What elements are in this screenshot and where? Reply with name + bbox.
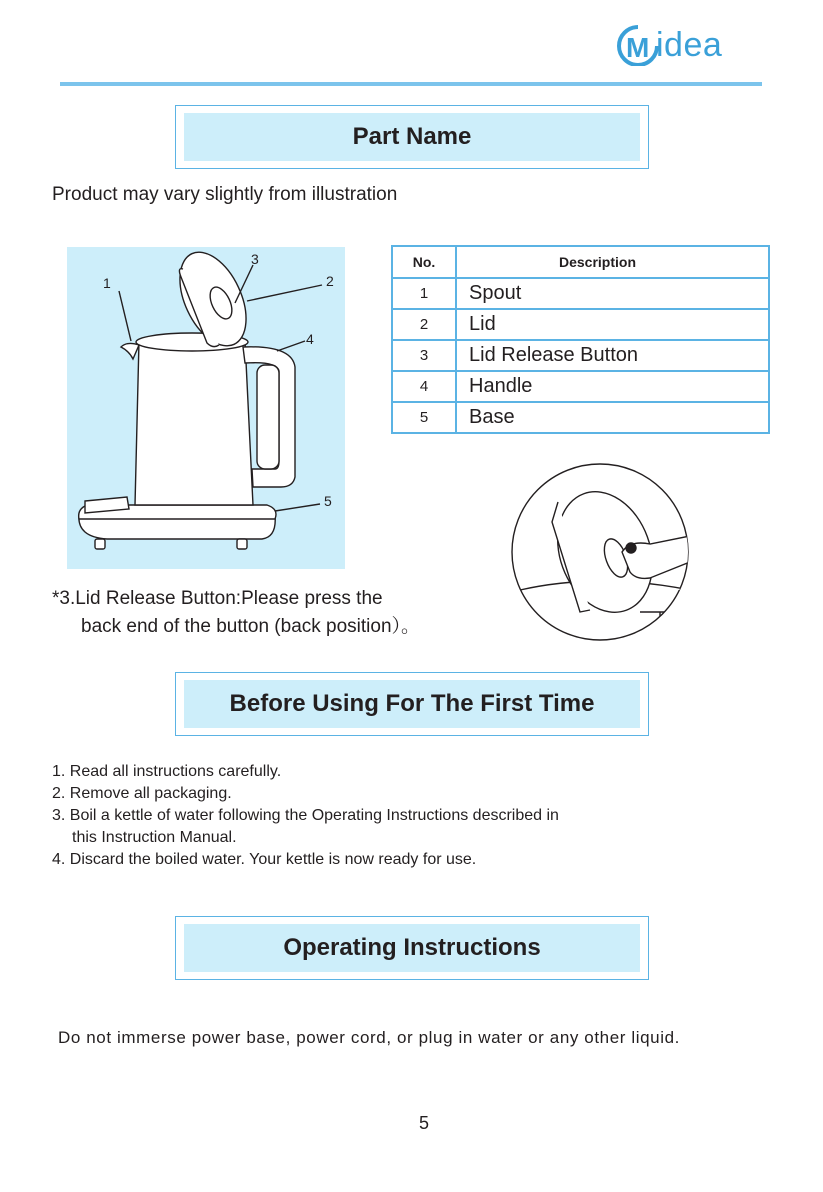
section-header-operating-instructions [175,916,649,980]
section-header-part-name [175,105,649,169]
lid-release-note [52,585,420,641]
illustration-note: Product may vary slightly from illustration [52,184,398,205]
callout-1: 1 [103,275,111,291]
table-cell-description: Spout [456,278,769,309]
callout-2: 2 [326,273,334,289]
callout-4: 4 [306,331,314,347]
brand-name: idea [656,26,723,64]
table-cell-description: Handle [456,371,769,402]
table-cell-no: 5 [392,402,456,433]
table-row [392,402,769,433]
step-1: 1. Read all instructions carefully. [52,763,282,780]
kettle-drawing [67,247,345,569]
section-title-before-first-use: Before Using For The First Time [184,680,640,728]
table-cell-description: Base [456,402,769,433]
table-cell-description: Lid Release Button [456,340,769,371]
table-cell-description: Lid [456,309,769,340]
page-number: 5 [419,1113,430,1133]
callout-5: 5 [324,493,332,509]
first-use-steps [52,761,559,871]
table-cell-no: 3 [392,340,456,371]
table-row [392,278,769,309]
table-cell-no: 2 [392,309,456,340]
table-row [392,371,769,402]
table-header-description: Description [456,246,769,278]
brand-logo [616,22,756,68]
parts-table [391,245,770,434]
table-header-no: No. [392,246,456,278]
header-rule [60,82,762,86]
lid-release-detail-illustration [510,462,690,642]
table-cell-no: 4 [392,371,456,402]
step-4: 4. Discard the boiled water. Your kettle is now ready for use. [52,851,477,868]
step-3: 3. Boil a kettle of water following the Operating Instructions described in [52,807,559,824]
table-row [392,340,769,371]
midea-logo-icon [616,24,660,66]
logo-mark-letter: M [626,32,650,63]
section-title-part-name: Part Name [184,113,640,161]
table-cell-no: 1 [392,278,456,309]
section-title-operating-instructions: Operating Instructions [184,924,640,972]
step-2: 2. Remove all packaging. [52,785,232,802]
kettle-illustration [67,247,345,569]
lid-note-line-2: back end of the button (back position）。 [81,616,421,637]
callout-3: 3 [251,251,259,267]
step-3-continued: this Instruction Manual. [72,829,237,846]
table-row [392,309,769,340]
immersion-warning: Do not immerse power base, power cord, or plug in water or any other liquid. [58,1028,680,1047]
table-header-row [392,246,769,278]
section-header-before-first-use [175,672,649,736]
lid-note-line-1: *3.Lid Release Button:Please press the [52,588,383,609]
